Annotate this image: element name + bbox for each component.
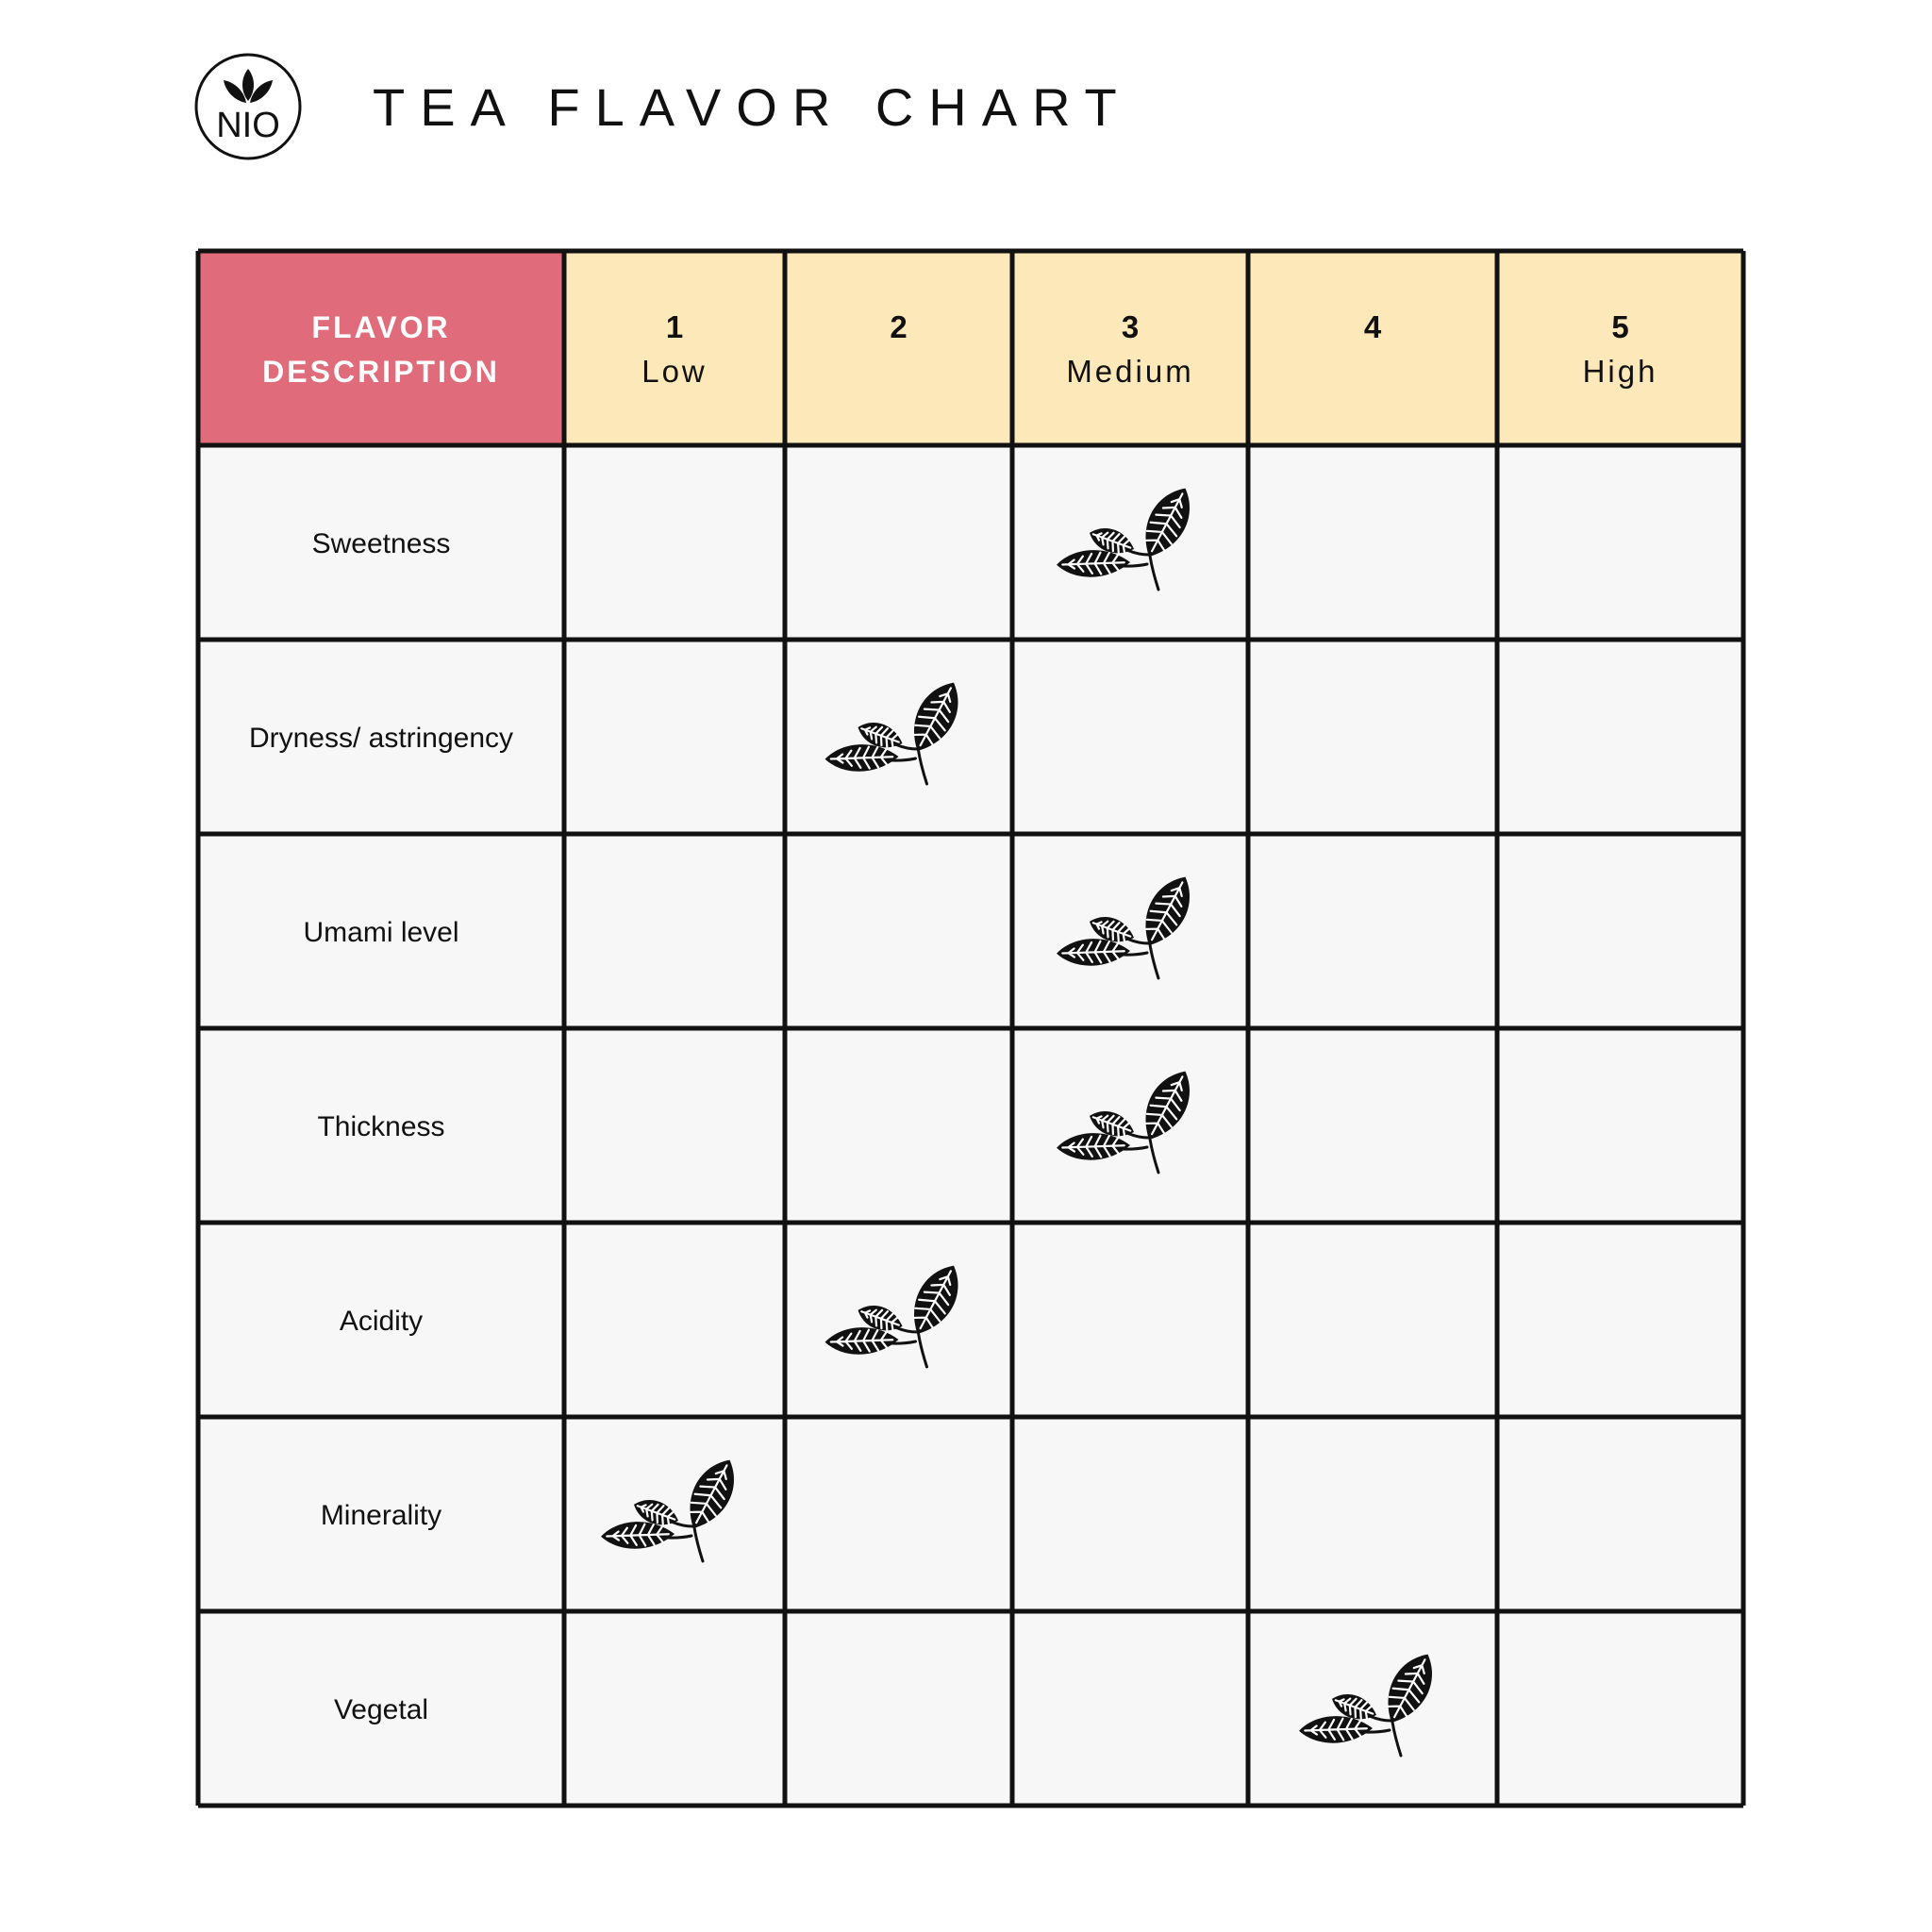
rating-cell xyxy=(1248,640,1497,834)
rating-cell xyxy=(785,834,1012,1028)
rating-cell xyxy=(564,1223,785,1417)
flavor-label: Acidity xyxy=(339,1306,424,1337)
rating-cell xyxy=(1248,1417,1497,1611)
rating-cell xyxy=(1497,1611,1743,1806)
level-label: High xyxy=(1582,354,1658,389)
flavor-label: Sweetness xyxy=(311,528,451,559)
corner-header-line: FLAVOR xyxy=(311,310,451,344)
level-header-cell xyxy=(1497,251,1743,445)
flavor-label: Umami level xyxy=(303,917,459,948)
rating-cell xyxy=(785,1417,1012,1611)
level-header-cell xyxy=(1012,251,1248,445)
flavor-label: Dryness/ astringency xyxy=(248,723,514,754)
logo-text: NIO xyxy=(216,106,280,145)
level-number: 1 xyxy=(665,309,684,344)
rating-cell xyxy=(1248,1028,1497,1223)
rating-cell xyxy=(564,1611,785,1806)
rating-cell xyxy=(1497,640,1743,834)
rating-cell xyxy=(785,445,1012,640)
corner-header-line: DESCRIPTION xyxy=(262,355,500,389)
rating-cell xyxy=(1248,1223,1497,1417)
rating-cell xyxy=(1497,445,1743,640)
rating-cell xyxy=(564,1028,785,1223)
flavor-label: Thickness xyxy=(317,1111,445,1142)
rating-cell xyxy=(564,640,785,834)
page-title: TEA FLAVOR CHART xyxy=(373,77,1132,137)
rating-cell xyxy=(785,1028,1012,1223)
rating-cell xyxy=(1497,1028,1743,1223)
level-number: 2 xyxy=(890,309,908,344)
rating-cell xyxy=(1497,1417,1743,1611)
rating-cell xyxy=(1497,1223,1743,1417)
rating-cell xyxy=(1497,834,1743,1028)
rating-cell xyxy=(785,1611,1012,1806)
level-label: Low xyxy=(641,354,708,389)
level-number: 5 xyxy=(1611,309,1629,344)
level-number: 3 xyxy=(1121,309,1140,344)
level-label: Medium xyxy=(1066,354,1194,389)
rating-cell xyxy=(1012,1223,1248,1417)
rating-cell xyxy=(564,834,785,1028)
rating-cell xyxy=(1012,1417,1248,1611)
rating-cell xyxy=(1248,445,1497,640)
level-header-cell xyxy=(785,251,1012,445)
level-number: 4 xyxy=(1363,309,1382,344)
rating-cell xyxy=(1012,1611,1248,1806)
level-header-cell xyxy=(564,251,785,445)
flavor-label: Minerality xyxy=(320,1500,442,1531)
rating-cell xyxy=(564,445,785,640)
rating-cell xyxy=(1012,640,1248,834)
rating-cell xyxy=(1248,834,1497,1028)
flavor-description-header-cell xyxy=(198,251,564,445)
flavor-label: Vegetal xyxy=(333,1694,429,1725)
level-header-cell xyxy=(1248,251,1497,445)
